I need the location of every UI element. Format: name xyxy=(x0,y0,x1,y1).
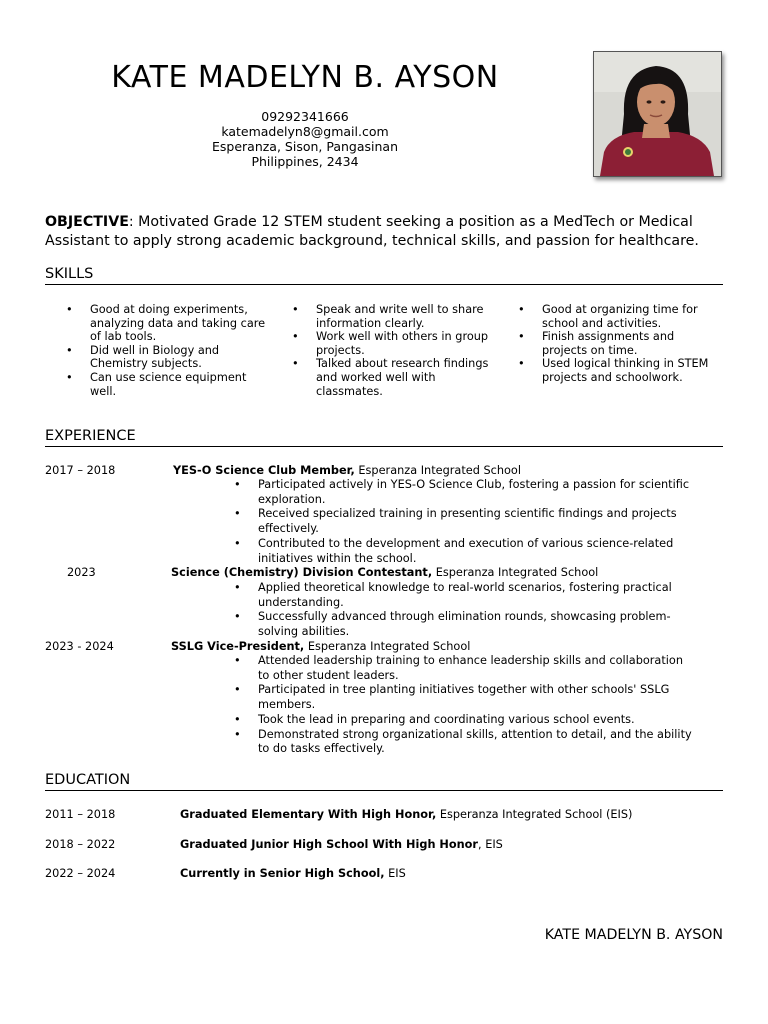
experience-bullet: • Attended leadership training to enhance leadership skills and collaboration to other student leaders. xyxy=(232,654,692,683)
email: katemadelyn8@gmail.com xyxy=(221,124,389,139)
experience-bullet: • Participated actively in YES-O Science Club, fostering a passion for scientific exploration. xyxy=(232,478,692,507)
skill-item: • Can use science equipment well. xyxy=(64,371,274,398)
objective xyxy=(45,213,725,251)
experience-bullets xyxy=(232,581,692,640)
skill-item: • Did well in Biology and Chemistry subjects. xyxy=(64,344,274,371)
education-heading: EDUCATION xyxy=(45,772,723,791)
education-date: 2018 – 2022 xyxy=(45,838,116,851)
phone: 09292341666 xyxy=(261,109,349,124)
skill-item: • Good at doing experiments, analyzing data and taking care of lab tools. xyxy=(64,303,274,344)
skill-item: • Speak and write well to share information clearly. xyxy=(290,303,500,330)
experience-title: Science (Chemistry) Division Contestant, Esperanza Integrated School xyxy=(171,566,599,579)
skill-item: • Talked about research findings and worked well with classmates. xyxy=(290,357,500,398)
experience-bullet: • Successfully advanced through elimination rounds, showcasing problem-solving abilities. xyxy=(232,610,692,639)
education-date: 2022 – 2024 xyxy=(45,867,116,880)
skill-item: • Finish assignments and projects on time. xyxy=(516,330,716,357)
education-text: Graduated Elementary With High Honor, Esperanza Integrated School (EIS) xyxy=(180,808,633,821)
experience-bullet: • Applied theoretical knowledge to real-world scenarios, fostering practical understanding. xyxy=(232,581,692,610)
resume-name: KATE MADELYN B. AYSON xyxy=(111,60,499,95)
skills-column-3 xyxy=(516,303,716,385)
education-date: 2011 – 2018 xyxy=(45,808,116,821)
contact-block xyxy=(160,109,450,169)
experience-title: SSLG Vice-President, Esperanza Integrated School xyxy=(171,640,471,653)
experience-date: 2017 – 2018 xyxy=(45,464,116,477)
experience-bullet: • Demonstrated strong organizational skills, attention to detail, and the ability to do tasks effectively. xyxy=(232,728,692,757)
profile-photo-icon xyxy=(594,52,721,176)
skill-item: • Used logical thinking in STEM projects and schoolwork. xyxy=(516,357,716,384)
address-line-1: Esperanza, Sison, Pangasinan xyxy=(211,139,398,154)
education-text: Currently in Senior High School, EIS xyxy=(180,867,406,880)
profile-photo xyxy=(593,51,722,177)
experience-title: YES-O Science Club Member, Esperanza Integrated School xyxy=(173,464,521,477)
experience-date: 2023 - 2024 xyxy=(45,640,114,653)
skills-heading: SKILLS xyxy=(45,266,723,285)
experience-bullet: • Took the lead in preparing and coordinating various school events. xyxy=(232,713,692,728)
skill-item: • Work well with others in group projects. xyxy=(290,330,500,357)
address-line-2: Philippines, 2434 xyxy=(251,154,359,169)
experience-bullet: • Participated in tree planting initiatives together with other schools' SSLG members. xyxy=(232,683,692,712)
skill-item: • Good at organizing time for school and activities. xyxy=(516,303,716,330)
experience-heading: EXPERIENCE xyxy=(45,428,723,447)
experience-date: 2023 xyxy=(67,566,96,579)
footer-name: KATE MADELYN B. AYSON xyxy=(544,927,723,943)
objective-text: : Motivated Grade 12 STEM student seeking a position as a MedTech or Medical Assistant to apply strong academic background, technical skills, and passion for healthcare. xyxy=(45,214,699,249)
skills-column-1 xyxy=(64,303,274,398)
experience-bullet: • Contributed to the development and execution of various science-related initiatives within the school. xyxy=(232,537,692,566)
experience-bullet: • Received specialized training in presenting scientific findings and projects effectively. xyxy=(232,507,692,536)
education-text: Graduated Junior High School With High Honor, EIS xyxy=(180,838,503,851)
skills-column-2 xyxy=(290,303,500,398)
experience-bullets xyxy=(232,654,692,757)
experience-bullets xyxy=(232,478,692,566)
objective-label: OBJECTIVE xyxy=(45,214,129,230)
